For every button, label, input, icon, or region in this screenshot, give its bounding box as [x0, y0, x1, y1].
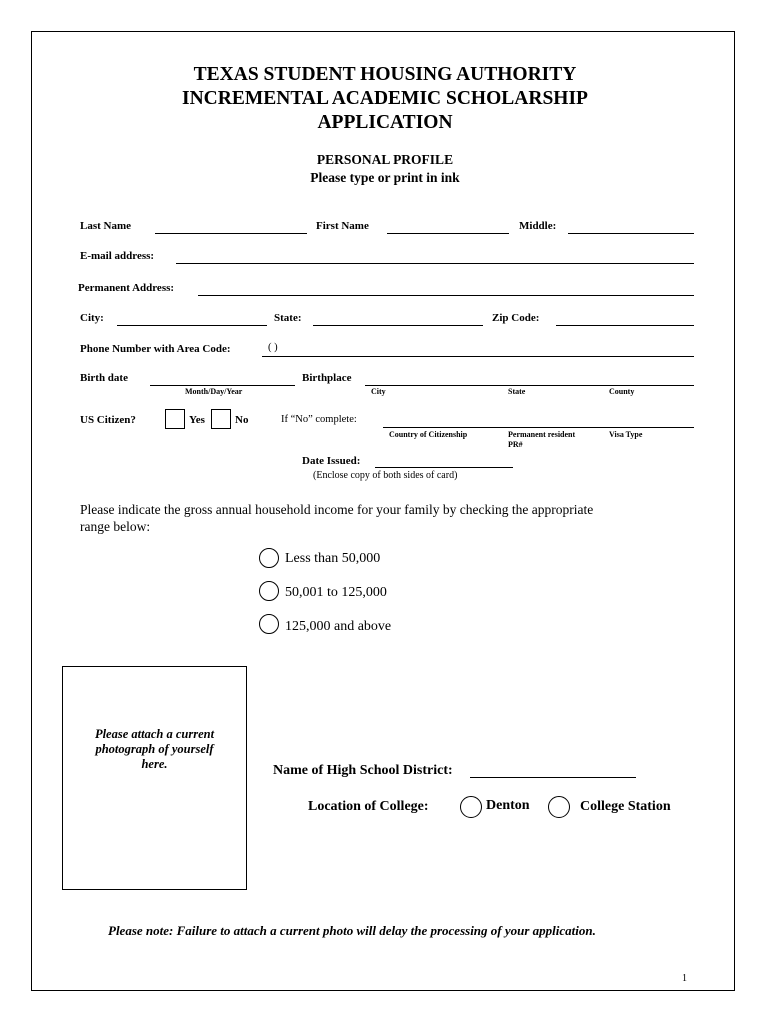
- photo-attachment-box[interactable]: [62, 666, 247, 890]
- permanent-address-field[interactable]: [198, 295, 694, 296]
- birth-date-field[interactable]: [150, 385, 295, 386]
- city-field[interactable]: [117, 325, 267, 326]
- photo-instruction-line-1: Please attach a current: [94, 727, 215, 741]
- last-name-field[interactable]: [155, 233, 307, 234]
- zip-code-field[interactable]: [556, 325, 694, 326]
- college-denton-radio[interactable]: [460, 796, 482, 818]
- birth-date-label: Birth date: [80, 372, 128, 384]
- us-citizen-no-checkbox[interactable]: [211, 409, 231, 429]
- us-citizen-label: US Citizen?: [80, 414, 136, 426]
- email-field[interactable]: [176, 263, 694, 264]
- citizenship-details-field[interactable]: [383, 427, 694, 428]
- college-denton-label: Denton: [486, 798, 530, 813]
- section-heading: PERSONAL PROFILE: [316, 152, 454, 167]
- us-citizen-yes-label: Yes: [189, 414, 205, 426]
- permanent-address-label: Permanent Address:: [78, 282, 175, 294]
- income-option-1-radio[interactable]: [259, 548, 279, 568]
- high-school-district-label: Name of High School District:: [273, 763, 453, 778]
- email-label: E-mail address:: [80, 250, 155, 262]
- college-station-radio[interactable]: [548, 796, 570, 818]
- middle-name-field[interactable]: [568, 233, 694, 234]
- state-label: State:: [274, 312, 302, 324]
- high-school-district-field[interactable]: [470, 777, 636, 778]
- enclose-card-note: (Enclose copy of both sides of card): [313, 470, 458, 481]
- visa-type-hint: Visa Type: [609, 430, 643, 439]
- first-name-label: First Name: [316, 220, 369, 232]
- middle-name-label: Middle:: [519, 220, 557, 232]
- birthplace-label: Birthplace: [302, 372, 352, 384]
- zip-code-label: Zip Code:: [492, 312, 540, 324]
- income-option-2-radio[interactable]: [259, 581, 279, 601]
- birthplace-county-hint: County: [609, 387, 635, 396]
- income-prompt-line-2: range below:: [80, 519, 151, 534]
- phone-label: Phone Number with Area Code:: [80, 343, 231, 355]
- birth-date-hint: Month/Day/Year: [185, 387, 243, 396]
- if-no-label: If “No” complete:: [281, 414, 357, 425]
- photo-warning-note: Please note: Failure to attach a current photo will delay the processing of your application.: [108, 923, 596, 938]
- birthplace-city-hint: City: [371, 387, 386, 396]
- phone-field[interactable]: [262, 356, 694, 357]
- photo-instruction-line-2: photograph of yourself: [95, 742, 214, 756]
- city-label: City:: [80, 312, 104, 324]
- form-title-line-2: INCREMENTAL ACADEMIC SCHOLARSHIP: [182, 88, 588, 109]
- form-title-line-3: APPLICATION: [317, 112, 453, 133]
- location-of-college-label: Location of College:: [308, 799, 429, 814]
- income-prompt-line-1: Please indicate the gross annual household income for your family by checking the appropriate: [80, 502, 594, 517]
- state-field[interactable]: [313, 325, 483, 326]
- form-title-line-1: TEXAS STUDENT HOUSING AUTHORITY: [193, 64, 577, 85]
- birthplace-state-hint: State: [508, 387, 526, 396]
- form-instruction: Please type or print in ink: [310, 170, 460, 185]
- permanent-resident-hint: Permanent resident: [508, 430, 576, 439]
- page-number: 1: [682, 973, 687, 984]
- first-name-field[interactable]: [387, 233, 509, 234]
- income-option-2-label: 50,001 to 125,000: [285, 585, 387, 600]
- photo-instruction: [63, 727, 246, 772]
- last-name-label: Last Name: [80, 220, 132, 232]
- us-citizen-yes-checkbox[interactable]: [165, 409, 185, 429]
- date-issued-field[interactable]: [375, 467, 513, 468]
- country-of-citizenship-hint: Country of Citizenship: [389, 430, 468, 439]
- us-citizen-no-label: No: [235, 414, 249, 426]
- pr-number-hint: PR#: [508, 440, 523, 449]
- date-issued-label: Date Issued:: [302, 455, 361, 467]
- income-option-3-radio[interactable]: [259, 614, 279, 634]
- photo-instruction-line-3: here.: [141, 757, 168, 771]
- income-option-1-label: Less than 50,000: [285, 551, 381, 566]
- birthplace-field[interactable]: [365, 385, 694, 386]
- college-station-label: College Station: [580, 799, 671, 814]
- income-option-3-label: 125,000 and above: [285, 619, 392, 634]
- area-code-placeholder: ( ): [268, 342, 278, 353]
